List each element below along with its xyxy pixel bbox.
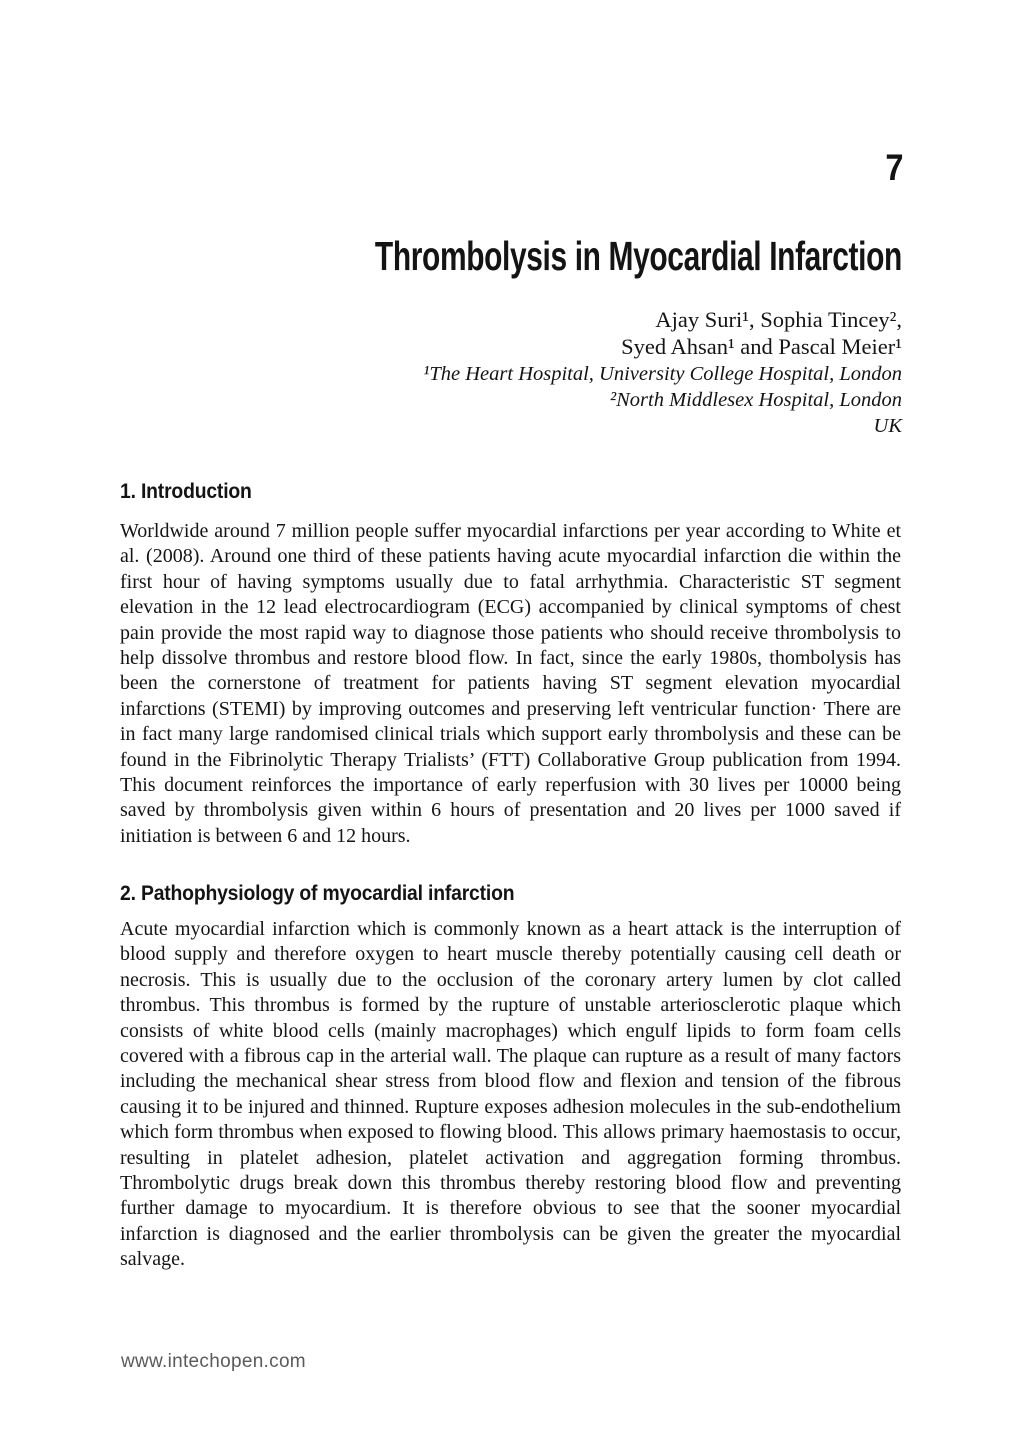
affiliation-country: UK	[873, 415, 902, 437]
affiliation-line-1: ¹The Heart Hospital, University College Hospital, London	[423, 363, 902, 385]
chapter-title: Thrombolysis in Myocardial Infarction	[375, 233, 902, 279]
byline-block	[423, 306, 902, 439]
section-heading-pathophysiology: 2. Pathophysiology of myocardial infarction	[120, 881, 515, 905]
author-line-2: Syed Ahsan¹ and Pascal Meier¹	[621, 334, 902, 359]
publisher-url-link[interactable]: www.intechopen.com	[121, 1351, 306, 1372]
affiliations-block	[423, 361, 902, 439]
author-line-1: Ajay Suri¹, Sophia Tincey²,	[655, 307, 902, 332]
affiliation-line-2: ²North Middlesex Hospital, London	[609, 389, 902, 411]
chapter-number: 7	[885, 147, 903, 188]
section-paragraph-pathophysiology: Acute myocardial infarction which is commonly known as a heart attack is the interruption of blood supply and therefore oxygen to heart muscle thereby potentially causing cell death or necrosis. This is usually due to the occlusion of the coronary artery lumen by clot called thrombus. This thrombus is formed by the rupture of unstable arteriosclerotic plaque which consists of white blood cells (mainly macrophages) which engulf lipids to form foam cells covered with a fibrous cap in the arterial wall. The plaque can rupture as a result of many factors including the mechanical shear stress from blood flow and flexion and tension of the fibrous causing it to be injured and thinned. Rupture exposes adhesion molecules in the sub-endothelium which form thrombus when exposed to flowing blood. This allows primary haemostasis to occur, resulting in platelet adhesion, platelet activation and aggregation forming thrombus. Thrombolytic drugs break down this thrombus thereby restoring blood flow and preventing further damage to myocardium. It is therefore obvious to see that the sooner myocardial infarction is diagnosed and the earlier thrombolysis can be given the greater the myocardial salvage.	[120, 918, 901, 1271]
section-paragraph-introduction: Worldwide around 7 million people suffer myocardial infarctions per year according to White et al. (2008). Around one third of these patients having acute myocardial infarction die within the first hour of having symptoms usually due to fatal arrhythmia. Characteristic ST segment elevation in the 12 lead electrocardiogram (ECG) accompanied by clinical symptoms of chest pain provide the most rapid way to diagnose those patients who should receive thrombolysis to help dissolve thrombus and restore blood flow. In fact, since the early 1980s, thombolysis has been the cornerstone of treatment for patients having ST segment elevation myocardial infarctions (STEMI) by improving outcomes and preserving left ventricular function· There are in fact many large randomised clinical trials which support early thrombolysis and these can be found in the Fibrinolytic Therapy Trialists’ (FTT) Collaborative Group publication from 1994. This document reinforces the importance of early reperfusion with 30 lives per 10000 being saved by thrombolysis given within 6 hours of presentation and 20 lives per 1000 saved if initiation is between 6 and 12 hours.	[120, 520, 901, 847]
section-heading-introduction: 1. Introduction	[120, 479, 252, 503]
